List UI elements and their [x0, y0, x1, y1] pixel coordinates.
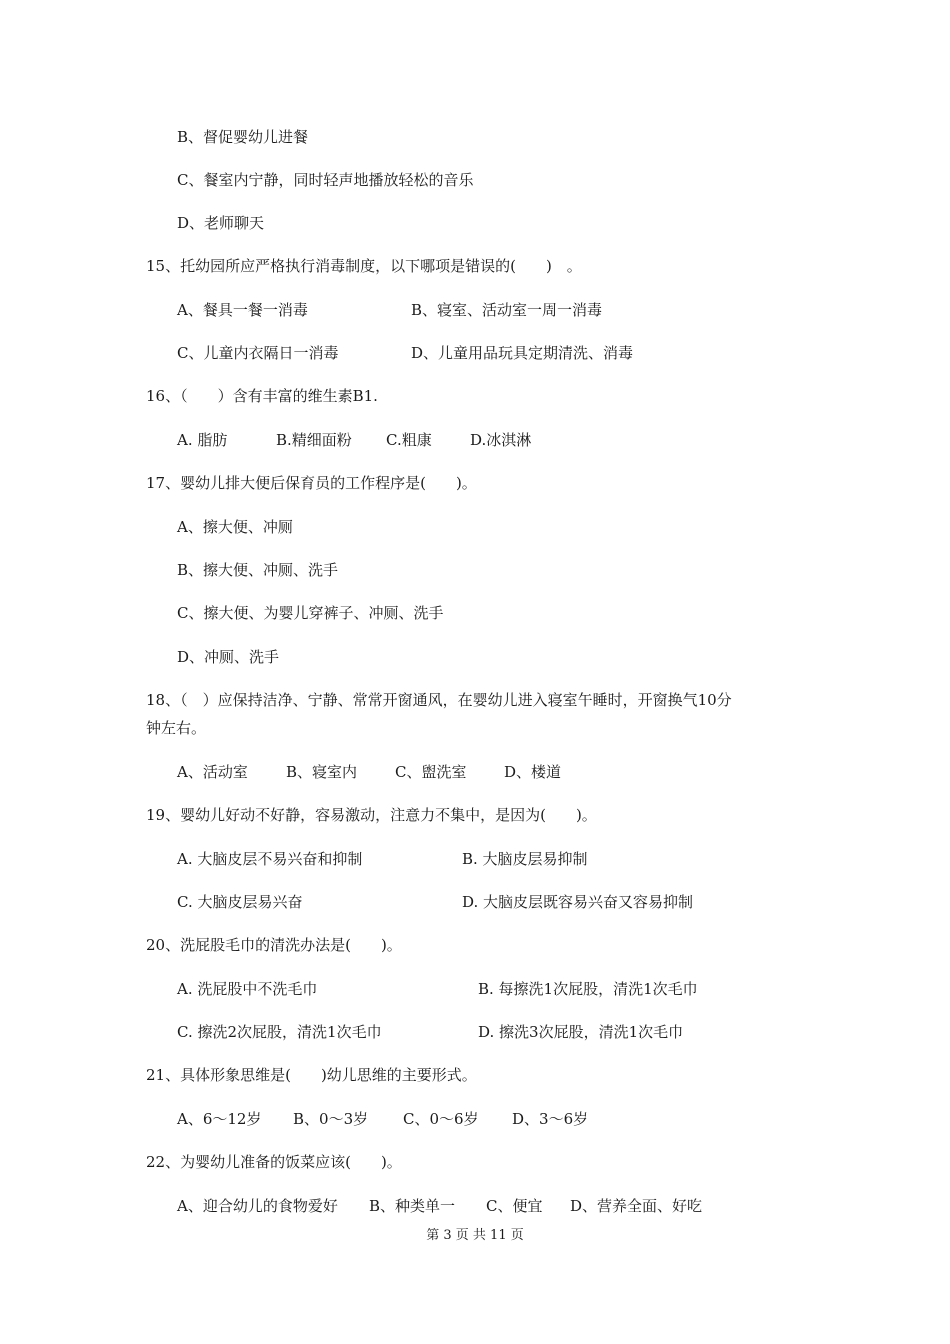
q15-option-a: A、餐具一餐一消毒	[177, 301, 308, 319]
q20-option-a: A. 洗屁股中不洗毛巾	[177, 980, 318, 998]
q15-stem: 15、托幼园所应严格执行消毒制度，以下哪项是错误的( ) 。	[146, 257, 582, 275]
q19-option-b: B. 大脑皮层易抑制	[462, 850, 588, 868]
q18-stem-line1: 18、（ ）应保持洁净、宁静、常常开窗通风，在婴幼儿进入寝室午睡时，开窗换气10分	[146, 691, 732, 709]
q15-option-d: D、儿童用品玩具定期清洗、消毒	[411, 344, 634, 362]
q22-option-d: D、营养全面、好吃	[570, 1197, 703, 1215]
q21-stem: 21、具体形象思维是( )幼儿思维的主要形式。	[146, 1066, 477, 1084]
q20-option-b: B. 每擦洗1次屁股，清洗1次毛巾	[478, 980, 698, 998]
q18-option-a: A、活动室	[177, 763, 248, 781]
q21-option-c: C、0～6岁	[403, 1110, 479, 1128]
q22-option-a: A、迎合幼儿的食物爱好	[177, 1197, 338, 1215]
q18-option-b: B、寝室内	[286, 763, 358, 781]
q17-option-d: D、冲厕、洗手	[177, 648, 280, 666]
q14-option-c: C、餐室内宁静，同时轻声地播放轻松的音乐	[177, 171, 474, 189]
q17-option-b: B、擦大便、冲厕、洗手	[177, 561, 339, 579]
q19-option-d: D. 大脑皮层既容易兴奋又容易抑制	[462, 893, 694, 911]
q15-option-b: B、寝室、活动室一周一消毒	[411, 301, 603, 319]
q14-option-b: B、督促婴幼儿进餐	[177, 128, 309, 146]
q16-option-d: D.冰淇淋	[470, 431, 532, 449]
q15-option-c: C、儿童内衣隔日一消毒	[177, 344, 339, 362]
q17-option-c: C、擦大便、为婴儿穿裤子、冲厕、洗手	[177, 604, 444, 622]
q22-option-b: B、种类单一	[369, 1197, 456, 1215]
q16-option-b: B.精细面粉	[276, 431, 352, 449]
q21-option-a: A、6～12岁	[177, 1110, 262, 1128]
q19-option-c: C. 大脑皮层易兴奋	[177, 893, 303, 911]
q20-option-d: D. 擦洗3次屁股，清洗1次毛巾	[478, 1023, 684, 1041]
q22-stem: 22、为婴幼儿准备的饭菜应该( )。	[146, 1153, 402, 1171]
q16-stem: 16、（ ）含有丰富的维生素B1.	[146, 387, 378, 405]
q16-option-c: C.粗康	[386, 431, 432, 449]
q21-option-b: B、0～3岁	[293, 1110, 369, 1128]
q18-option-d: D、楼道	[504, 763, 562, 781]
q17-stem: 17、婴幼儿排大便后保育员的工作程序是( )。	[146, 474, 477, 492]
q18-stem-line2: 钟左右。	[146, 719, 207, 737]
q14-option-d: D、老师聊天	[177, 214, 265, 232]
q20-option-c: C. 擦洗2次屁股，清洗1次毛巾	[177, 1023, 382, 1041]
q17-option-a: A、擦大便、冲厕	[177, 518, 293, 536]
q21-option-d: D、3～6岁	[512, 1110, 589, 1128]
page-footer: 第 3 页 共 11 页	[426, 1228, 524, 1243]
q18-option-c: C、盥洗室	[395, 763, 467, 781]
q16-option-a: A. 脂肪	[177, 431, 228, 449]
q20-stem: 20、洗屁股毛巾的清洗办法是( )。	[146, 936, 402, 954]
q19-option-a: A. 大脑皮层不易兴奋和抑制	[177, 850, 363, 868]
q22-option-c: C、便宜	[486, 1197, 543, 1215]
q19-stem: 19、婴幼儿好动不好静，容易激动，注意力不集中，是因为( )。	[146, 806, 597, 824]
